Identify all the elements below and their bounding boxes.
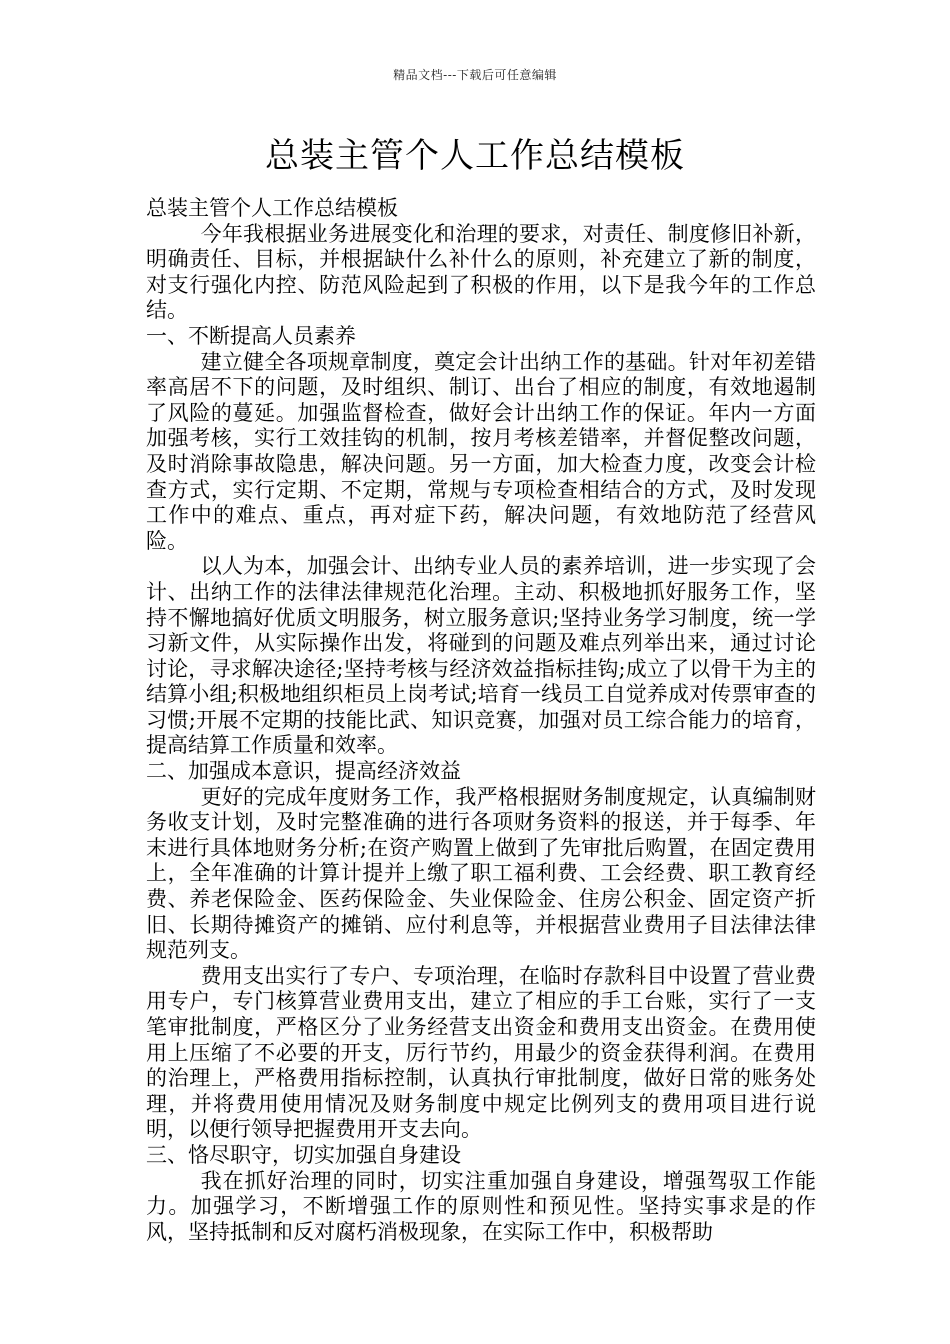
document-title: 总装主管个人工作总结模板: [265, 136, 685, 176]
document-body: [146, 196, 816, 1245]
header-note: 精品文档---下载后可任意编辑: [393, 68, 557, 82]
section-1-paragraph-1: 建立健全各项规章制度，奠定会计出纳工作的基础。针对年初差错率高居不下的问题，及时组织、制订、出台了相应的制度，有效地遏制了风险的蔓延。加强监督检查，做好会计出纳工作的保证。年内一方面加强考核，实行工效挂钩的机制，按月考核差错率，并督促整改问题，及时消除事故隐患，解决问题。另一方面，加大检查力度，改变会计检查方式，实行定期、不定期，常规与专项检查相结合的方式，及时发现工作中的难点、重点，再对症下药，解决问题，有效地防范了经营风险。: [146, 349, 816, 553]
section-heading-1: 一、不断提高人员素养: [146, 323, 356, 348]
section-heading-2: 二、加强成本意识，提高经济效益: [146, 759, 461, 784]
section-heading-3: 三、恪尽职守，切实加强自身建设: [146, 1142, 461, 1167]
section-2-paragraph-2: 费用支出实行了专户、专项治理，在临时存款科目中设置了营业费用专户，专门核算营业费用支出，建立了相应的手工台账，实行了一支笔审批制度，严格区分了业务经营支出资金和费用支出资金。在费用使用上压缩了不必要的开支，厉行节约，用最少的资金获得利润。在费用的治理上，严格费用指标控制，认真执行审批制度，做好日常的账务处理，并将费用使用情况及财务制度中规定比例列支的费用项目进行说明，以便行领导把握费用开支去向。: [146, 963, 816, 1142]
document-subtitle: 总装主管个人工作总结模板: [146, 196, 398, 220]
section-2-paragraph-1: 更好的完成年度财务工作，我严格根据财务制度规定，认真编制财务收支计划，及时完整准确的进行各项财务资料的报送，并于每季、年末进行具体地财务分析;在资产购置上做到了先审批后购置，在固定费用上，全年准确的计算计提并上缴了职工福利费、工会经费、职工教育经费、养老保险金、医药保险金、失业保险金、住房公积金、固定资产折旧、长期待摊资产的摊销、应付利息等，并根据营业费用子目法律法律规范列支。: [146, 784, 816, 963]
intro-paragraph: 今年我根据业务进展变化和治理的要求，对责任、制度修旧补新，明确责任、目标，并根据缺什么补什么的原则，补充建立了新的制度，对支行强化内控、防范风险起到了积极的作用，以下是我今年的工作总结。: [146, 221, 816, 323]
section-1-paragraph-2: 以人为本，加强会计、出纳专业人员的素养培训，进一步实现了会计、出纳工作的法律法律规范化治理。主动、积极地抓好服务工作，坚持不懈地搞好优质文明服务，树立服务意识;坚持业务学习制度，统一学习新文件，从实际操作出发，将碰到的问题及难点列举出来，通过讨论讨论，寻求解决途径;坚持考核与经济效益指标挂钩;成立了以骨干为主的结算小组;积极地组织柜员上岗考试;培育一线员工自觉养成对传票审查的习惯;开展不定期的技能比武、知识竞赛，加强对员工综合能力的培育，提高结算工作质量和效率。: [146, 554, 816, 758]
section-3-paragraph-1: 我在抓好治理的同时，切实注重加强自身建设，增强驾驭工作能力。加强学习，不断增强工作的原则性和预见性。坚持实事求是的作风，坚持抵制和反对腐朽消极现象，在实际工作中，积极帮助: [146, 1168, 816, 1244]
